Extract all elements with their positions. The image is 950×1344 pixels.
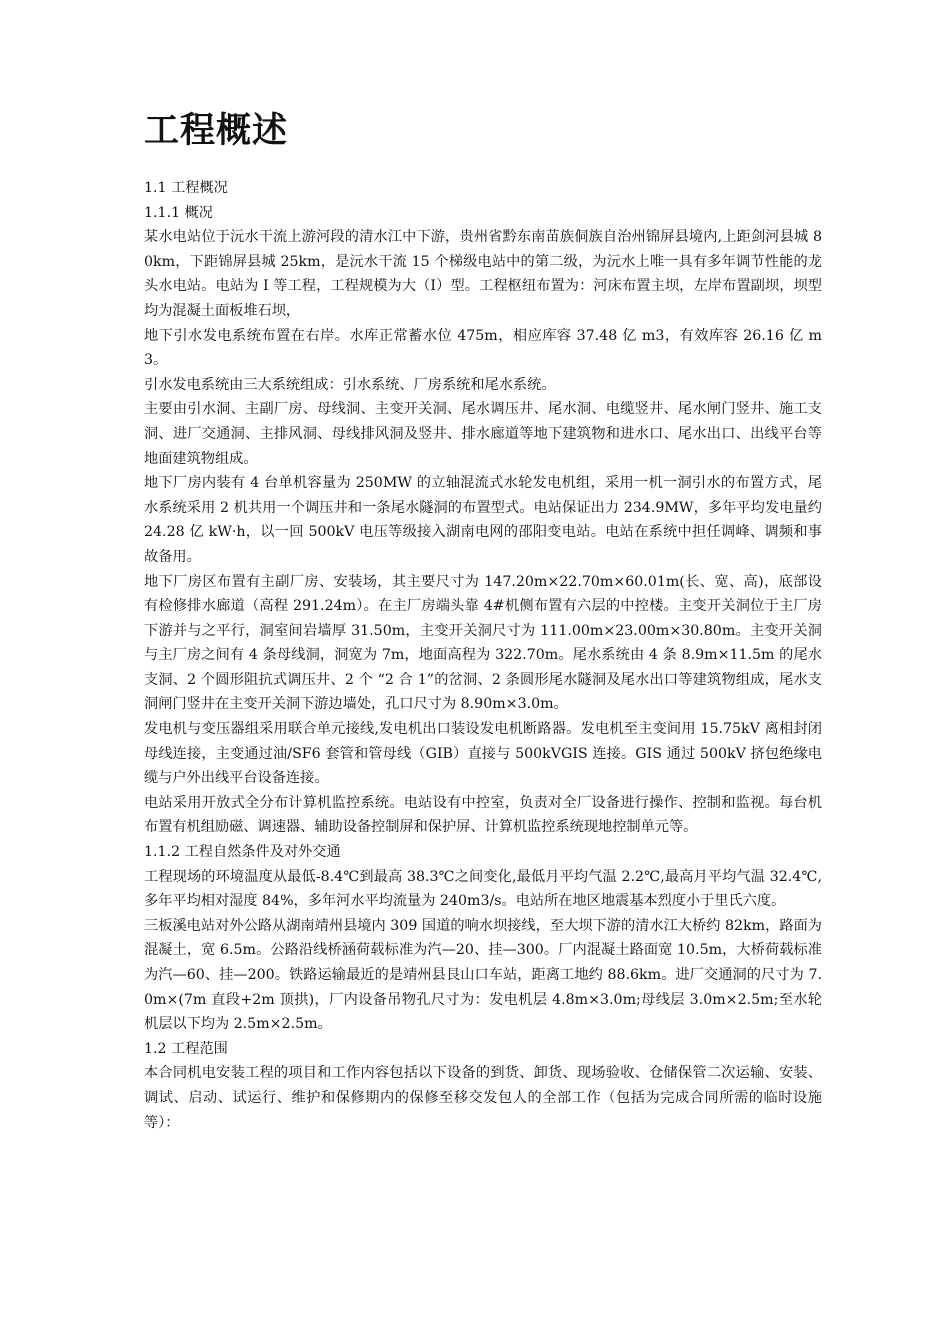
section-heading-1-2: 1.2 工程范围 bbox=[144, 1040, 228, 1057]
paragraph-structures: 主要由引水洞、主副厂房、母线洞、主变开关洞、尾水调压井、尾水洞、电缆竖井、尾水闸门竖井、施工支洞、进厂交通洞、主排风洞、母线排风洞及竖井、排水廊道等地下建筑物和进水口、尾水出口、出线平台等地面建筑物组成。 bbox=[144, 401, 822, 467]
document-title: 工程概述 bbox=[144, 111, 289, 151]
paragraph-project-location: 某水电站位于沅水干流上游河段的清水江中下游，贵州省黔东南苗族侗族自治州锦屏县境内,上距剑河县城 80km，下距锦屏县城 25km，是沅水干流 15 个梯级电站中的第二级，为沅水上唯一具有多年调节性能的龙头水电站。电站为 I 等工程，工程规模为大（I）型。工程枢纽布置为：河床布置主坝，左岸布置副坝，坝型均为混凝土面板堆石坝， bbox=[144, 229, 822, 319]
section-heading-1-1: 1.1 工程概况 bbox=[144, 180, 228, 196]
paragraph-system-composition: 引水发电系统由三大系统组成：引水系统、厂房系统和尾水系统。 bbox=[144, 376, 556, 393]
section-heading-1-1-1: 1.1.1 概况 bbox=[144, 204, 213, 221]
section-heading-1-1-2: 1.1.2 工程自然条件及对外交通 bbox=[144, 844, 341, 861]
paragraph-monitoring: 电站采用开放式全分布计算机监控系统。电站设有中控室，负责对全厂设备进行操作、控制和监视。每台机布置有机组励磁、调速器、辅助设备控制屏和保护屏、计算机监控系统现地控制单元等。 bbox=[144, 794, 822, 836]
paragraph-electrical-connection: 发电机与变压器组采用联合单元接线,发电机出口装设发电机断路器。发电机至主变间用 15.75kV 离相封闭母线连接，主变通过油/SF6 套管和管母线（GIB）直接与 500kVGIS 连接。GIS 通过 500kV 挤包绝缘电缆与户外出线平台设备连接。 bbox=[144, 721, 822, 787]
paragraph-scope: 本合同机电安装工程的项目和工作内容包括以下设备的到货、卸货、现场验收、仓储保管二次运输、安装、调试、启动、试运行、维护和保修期内的保修至移交发包人的全部工作（包括为完成合同所需的临时设施等）： bbox=[144, 1065, 822, 1131]
paragraph-units: 地下厂房内装有 4 台单机容量为 250MW 的立轴混流式水轮发电机组，采用一机一洞引水的布置方式，尾水系统采用 2 机共用一个调压井和一条尾水隧洞的布置型式。电站保证出力 234.9MW，多年平均发电量约 24.28 亿 kW·h，以一回 500kV 电压等级接入湖南电网的邵阳变电站。电站在系统中担任调峰、调频和事故备用。 bbox=[144, 475, 822, 565]
document-body bbox=[144, 108, 822, 1135]
paragraph-climate: 工程现场的环境温度从最低-8.4℃到最高 38.3℃之间变化,最低月平均气温 2.2℃,最高月平均气温 32.4℃,多年平均相对湿度 84%，多年河水平均流量为 240m3/s。电站所在地区地震基本烈度小于里氏六度。 bbox=[144, 868, 822, 910]
paragraph-transport: 三板溪电站对外公路从湖南靖州县境内 309 国道的响水坝接线，至大坝下游的清水江大桥约 82km，路面为混凝土，宽 6.5m。公路沿线桥涵荷载标准为汽—20、挂—300。厂内混凝土路面宽 10.5m，大桥荷载标准为汽—60、挂—200。铁路运输最近的是靖州县艮山口车站，距离工地约 88.6km。进厂交通洞的尺寸为 7.0m×(7m 直段+2m 顶拱)，厂内设备吊物孔尺寸为：发电机层 4.8m×3.0m;母线层 3.0m×2.5m;至水轮机层以下均为 2.5m×2.5m。 bbox=[144, 917, 822, 1033]
paragraph-powerhouse-layout: 地下厂房区布置有主副厂房、安装场，其主要尺寸为 147.20m×22.70m×60.01m(长、宽、高)，底部设有检修排水廊道（高程 291.24m）。在主厂房端头靠 4#机侧布置有六层的中控楼。主变开关洞位于主厂房下游并与之平行，洞室间岩墙厚 31.50m，主变开关洞尺寸为 111.00m×23.00m×30.80m。主变开关洞与主厂房之间有 4 条母线洞，洞宽为 7m，地面高程为 322.70m。尾水系统由 4 条 8.9m×11.5m 的尾水支洞、2 个圆形阻抗式调压井、2 个 “2 合 1”的岔洞、2 条圆形尾水隧洞及尾水出口等建筑物组成，尾水支洞闸门竖井在主变开关洞下游边墙处，孔口尺寸为 8.90m×3.0m。 bbox=[144, 573, 822, 713]
paragraph-reservoir: 地下引水发电系统布置在右岸。水库正常蓄水位 475m，相应库容 37.48 亿 m3，有效库容 26.16 亿 m3。 bbox=[144, 327, 822, 369]
